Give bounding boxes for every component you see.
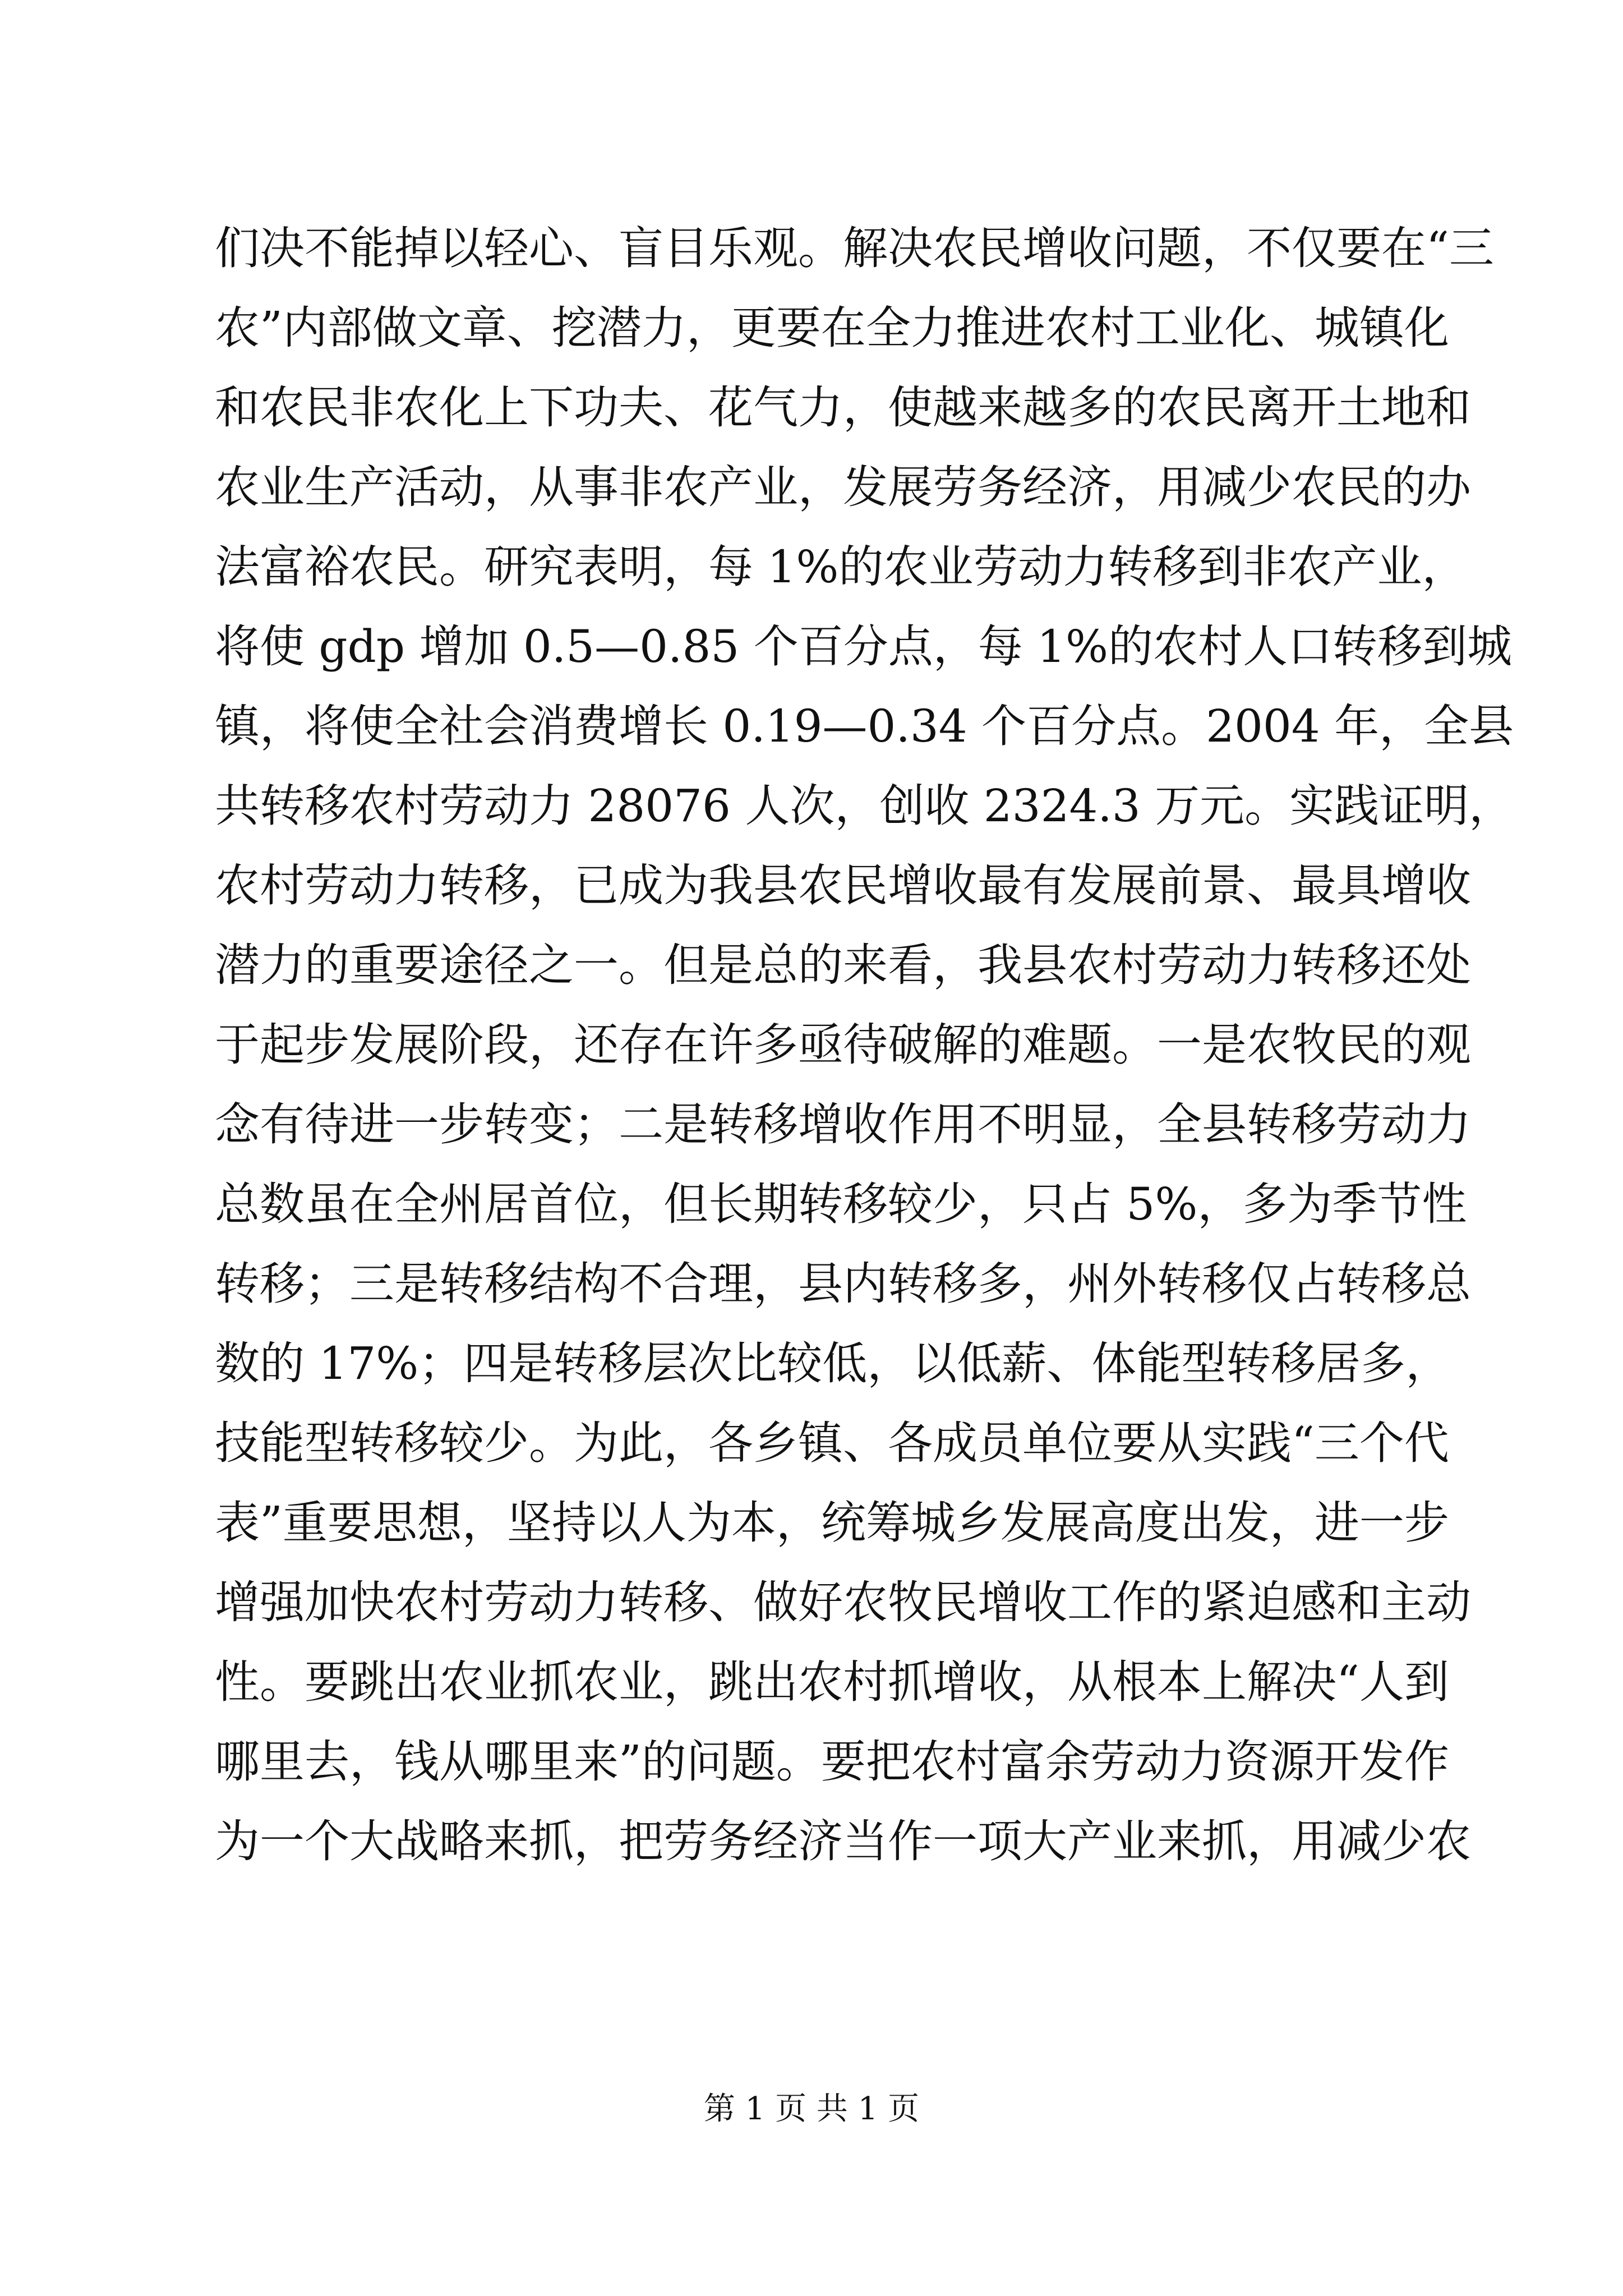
text-line: 农村劳动力转移，已成为我县农民增收最有发展前景、最具增收 xyxy=(215,859,1471,912)
text-line: 法富裕农民。研究表明，每 1%的农业劳动力转移到非农产业， xyxy=(215,541,1467,593)
text-line: 和农民非农化上下功夫、花气力，使越来越多的农民离开土地和 xyxy=(215,381,1471,434)
text-line: 潜力的重要途径之一。但是总的来看，我县农村劳动力转移还处 xyxy=(215,939,1471,991)
text-line: 于起步发展阶段，还存在许多亟待破解的难题。一是农牧民的观 xyxy=(215,1019,1471,1071)
text-line: 总数虽在全州居首位，但长期转移较少，只占 5%，多为季节性 xyxy=(215,1178,1467,1230)
text-line: 增强加快农村劳动力转移、做好农牧民增收工作的紧迫感和主动 xyxy=(215,1576,1471,1628)
text-line: 们决不能掉以轻心、盲目乐观。解决农民增收问题，不仅要在“三 xyxy=(215,222,1494,274)
text-line: 哪里去，钱从哪里来”的问题。要把农村富余劳动力资源开发作 xyxy=(215,1736,1449,1788)
text-line: 技能型转移较少。为此，各乡镇、各成员单位要从实践“三个代 xyxy=(215,1417,1449,1469)
text-line: 将使 gdp 增加 0.5—0.85 个百分点，每 1%的农村人口转移到城 xyxy=(215,620,1513,673)
text-line: 农业生产活动，从事非农产业，发展劳务经济，用减少农民的办 xyxy=(215,461,1471,513)
text-line: 念有待进一步转变；二是转移增收作用不明显，全县转移劳动力 xyxy=(215,1098,1471,1151)
text-line: 表”重要思想，坚持以人为本，统筹城乡发展高度出发，进一步 xyxy=(215,1497,1449,1549)
page-number-footer: 第 1 页 共 1 页 xyxy=(703,2091,920,2127)
text-line: 转移；三是转移结构不合理，县内转移多，州外转移仅占转移总 xyxy=(215,1258,1471,1310)
text-line: 为一个大战略来抓，把劳务经济当作一项大产业来抓，用减少农 xyxy=(215,1815,1471,1867)
body-paragraph xyxy=(215,209,1514,1881)
text-line: 农”内部做文章、挖潜力，更要在全力推进农村工业化、城镇化 xyxy=(215,302,1449,354)
text-line: 性。要跳出农业抓农业，跳出农村抓增收，从根本上解决“人到 xyxy=(215,1656,1449,1708)
text-line: 镇，将使全社会消费增长 0.19—0.34 个百分点。2004 年，全县 xyxy=(215,700,1514,752)
text-line: 共转移农村劳动力 28076 人次，创收 2324.3 万元。实践证明， xyxy=(215,780,1514,832)
text-line: 数的 17%；四是转移层次比较低，以低薪、体能型转移居多， xyxy=(215,1337,1451,1389)
